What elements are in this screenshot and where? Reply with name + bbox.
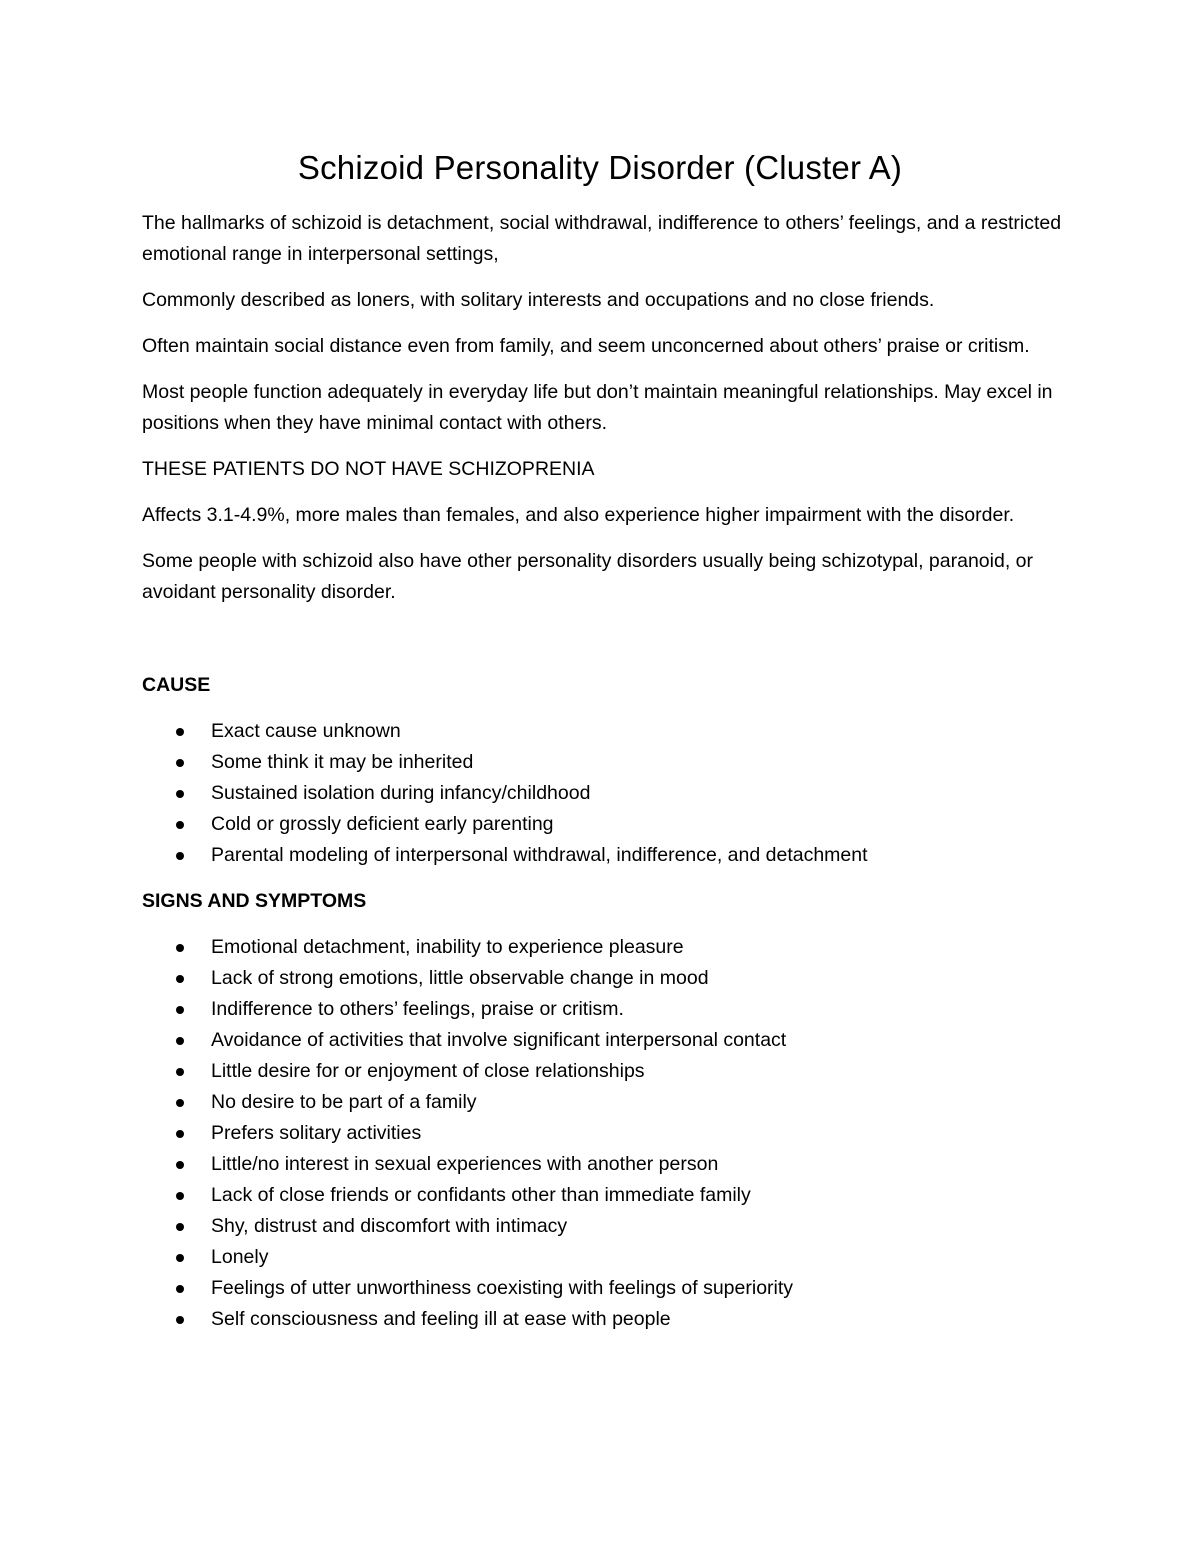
paragraph-hallmarks: The hallmarks of schizoid is detachment, social withdrawal, indifference to others’ feelings, and a restricted emotional range in interpersonal settings,: [142, 212, 1062, 265]
bullet-icon: [176, 1316, 184, 1324]
bullet-icon: [176, 944, 184, 952]
list-item: [142, 747, 1062, 778]
cause-heading: CAUSE: [142, 674, 211, 696]
paragraph-loners: Commonly described as loners, with solitary interests and occupations and no close friends.: [142, 289, 935, 311]
cause-list: [142, 716, 1062, 871]
paragraph-function: Most people function adequately in everyday life but don’t maintain meaningful relationships. May excel in positions when they have minimal contact with others.: [142, 381, 1053, 434]
list-item: [142, 716, 1062, 747]
list-item-text: No desire to be part of a family: [211, 1091, 477, 1113]
list-item-text: Indifference to others’ feelings, praise or critism.: [211, 998, 624, 1020]
bullet-icon: [176, 1068, 184, 1076]
list-item-text: Exact cause unknown: [211, 720, 401, 742]
bullet-icon: [176, 790, 184, 798]
bullet-icon: [176, 821, 184, 829]
list-item: [142, 1149, 1062, 1180]
list-item-text: Avoidance of activities that involve significant interpersonal contact: [211, 1029, 787, 1051]
list-item-text: Self consciousness and feeling ill at ease with people: [211, 1308, 671, 1330]
bullet-icon: [176, 1254, 184, 1262]
bullet-icon: [176, 1161, 184, 1169]
bullet-icon: [176, 728, 184, 736]
list-item: [142, 994, 1062, 1025]
list-item-text: Some think it may be inherited: [211, 751, 474, 773]
signs-list: [142, 932, 1062, 1335]
list-item: [142, 1056, 1062, 1087]
list-item: [142, 778, 1062, 809]
bullet-icon: [176, 975, 184, 983]
bullet-icon: [176, 759, 184, 767]
list-item: [142, 932, 1062, 963]
document-body: [142, 208, 1062, 1350]
bullet-icon: [176, 1223, 184, 1231]
bullet-icon: [176, 1285, 184, 1293]
paragraph-social-distance: Often maintain social distance even from family, and seem unconcerned about others’ praise or critism.: [142, 335, 1030, 357]
list-item: [142, 1273, 1062, 1304]
bullet-icon: [176, 1037, 184, 1045]
list-item: [142, 1025, 1062, 1056]
list-item-text: Little/no interest in sexual experiences with another person: [211, 1153, 719, 1175]
list-item: [142, 1118, 1062, 1149]
paragraph-prevalence: Affects 3.1-4.9%, more males than females, and also experience higher impairment with the disorder.: [142, 504, 1015, 526]
paragraph-comorbidity: Some people with schizoid also have other personality disorders usually being schizotypal, paranoid, or avoidant personality disorder.: [142, 550, 1034, 603]
paragraph-not-schizophrenia: THESE PATIENTS DO NOT HAVE SCHIZOPRENIA: [142, 458, 595, 480]
list-item: [142, 1180, 1062, 1211]
signs-heading: SIGNS AND SYMPTOMS: [142, 890, 367, 912]
list-item-text: Lack of close friends or confidants other than immediate family: [211, 1184, 751, 1206]
list-item: [142, 1087, 1062, 1118]
list-item-text: Emotional detachment, inability to experience pleasure: [211, 936, 684, 958]
bullet-icon: [176, 1192, 184, 1200]
bullet-icon: [176, 1130, 184, 1138]
list-item-text: Lack of strong emotions, little observable change in mood: [211, 967, 709, 989]
bullet-icon: [176, 1099, 184, 1107]
list-item-text: Cold or grossly deficient early parenting: [211, 813, 554, 835]
bullet-icon: [176, 852, 184, 860]
list-item-text: Sustained isolation during infancy/childhood: [211, 782, 591, 804]
list-item: [142, 1304, 1062, 1335]
list-item-text: Lonely: [211, 1246, 269, 1268]
list-item-text: Shy, distrust and discomfort with intimacy: [211, 1215, 568, 1237]
list-item-text: Parental modeling of interpersonal withdrawal, indifference, and detachment: [211, 844, 868, 866]
list-item: [142, 840, 1062, 871]
list-item: [142, 963, 1062, 994]
page-title: Schizoid Personality Disorder (Cluster A): [297, 149, 903, 186]
list-item: [142, 809, 1062, 840]
list-item: [142, 1211, 1062, 1242]
list-item-text: Little desire for or enjoyment of close relationships: [211, 1060, 645, 1082]
list-item-text: Prefers solitary activities: [211, 1122, 422, 1144]
list-item: [142, 1242, 1062, 1273]
bullet-icon: [176, 1006, 184, 1014]
list-item-text: Feelings of utter unworthiness coexisting with feelings of superiority: [211, 1277, 794, 1299]
